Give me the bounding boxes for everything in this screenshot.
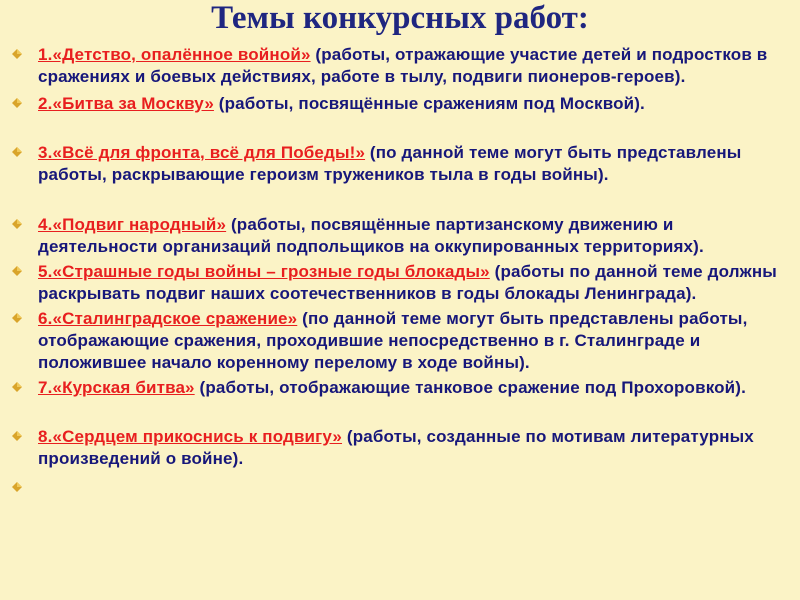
diamond-bullet-icon <box>12 266 22 276</box>
diamond-bullet-icon <box>12 431 22 441</box>
diamond-bullet-icon <box>12 313 22 323</box>
topic-item <box>12 142 787 186</box>
topic-description: (работы, отражающие участие детей и подростков в сражениях и боевых действиях, работе в тылу, подвиги пионеров-героев). <box>38 45 768 86</box>
topic-item <box>12 261 787 305</box>
topic-title: «Всё для фронта, всё для Победы!» <box>52 143 366 162</box>
topic-number: 2. <box>38 94 53 113</box>
topic-item <box>12 93 787 115</box>
topic-number: 4. <box>38 215 53 234</box>
topic-item <box>12 377 787 399</box>
topic-number: 8. <box>38 427 53 446</box>
slide-title: Темы конкурсных работ: <box>211 0 589 36</box>
topic-number: 7. <box>38 378 53 397</box>
topic-title: «Страшные годы войны – грозные годы блокады» <box>52 262 490 281</box>
topic-description: (по данной теме могут быть представлены работы, раскрывающие героизм тружеников тыла в годы войны). <box>38 143 742 184</box>
diamond-bullet-icon <box>12 98 22 108</box>
topic-description: (работы, посвящённые сражениям под Москвой). <box>213 94 645 113</box>
topic-link[interactable] <box>38 309 297 328</box>
topic-number: 6. <box>38 309 53 328</box>
topic-description: (работы, посвящённые партизанскому движению и деятельности организаций подпольщиков на оккупированных территориях). <box>38 215 704 256</box>
topic-list <box>12 44 787 491</box>
topic-item <box>12 44 787 88</box>
topic-title: «Подвиг народный» <box>52 215 227 234</box>
diamond-bullet-icon <box>12 147 22 157</box>
diamond-bullet-icon <box>12 219 22 229</box>
topic-number: 3. <box>38 143 53 162</box>
topic-link[interactable] <box>38 215 226 234</box>
topic-description: (работы, созданные по мотивам литературных произведений о войне). <box>38 427 754 468</box>
topic-title: «Детство, опалённое войной» <box>52 45 311 64</box>
topic-description: (по данной теме могут быть представлены работы, отображающие сражения, проходившие непосредственно в г. Сталинграде и положившее начало коренному перелому в ходе войны). <box>38 309 748 372</box>
topic-number: 5. <box>38 262 53 281</box>
topic-link[interactable] <box>38 143 365 162</box>
topic-title: «Курская битва» <box>52 378 195 397</box>
topic-description: (работы, отображающие танковое сражение под Прохоровкой). <box>194 378 746 397</box>
topic-link[interactable] <box>38 262 490 281</box>
topic-link[interactable] <box>38 94 214 113</box>
topic-link[interactable] <box>38 427 342 446</box>
empty-list-item <box>12 477 787 491</box>
diamond-bullet-icon <box>12 49 22 59</box>
topic-number: 1. <box>38 45 53 64</box>
topic-description: (работы по данной теме должны раскрывать подвиг наших соотечественников в годы блокады Ленинграда). <box>38 262 777 303</box>
topic-title: «Битва за Москву» <box>52 94 214 113</box>
diamond-bullet-icon <box>12 482 22 492</box>
topic-title: «Сердцем прикоснись к подвигу» <box>52 427 343 446</box>
topic-link[interactable] <box>38 378 195 397</box>
topic-item <box>12 308 787 374</box>
topic-item <box>12 426 787 470</box>
topic-link[interactable] <box>38 45 311 64</box>
diamond-bullet-icon <box>12 382 22 392</box>
topic-title: «Сталинградское сражение» <box>52 309 298 328</box>
topic-item <box>12 214 787 258</box>
